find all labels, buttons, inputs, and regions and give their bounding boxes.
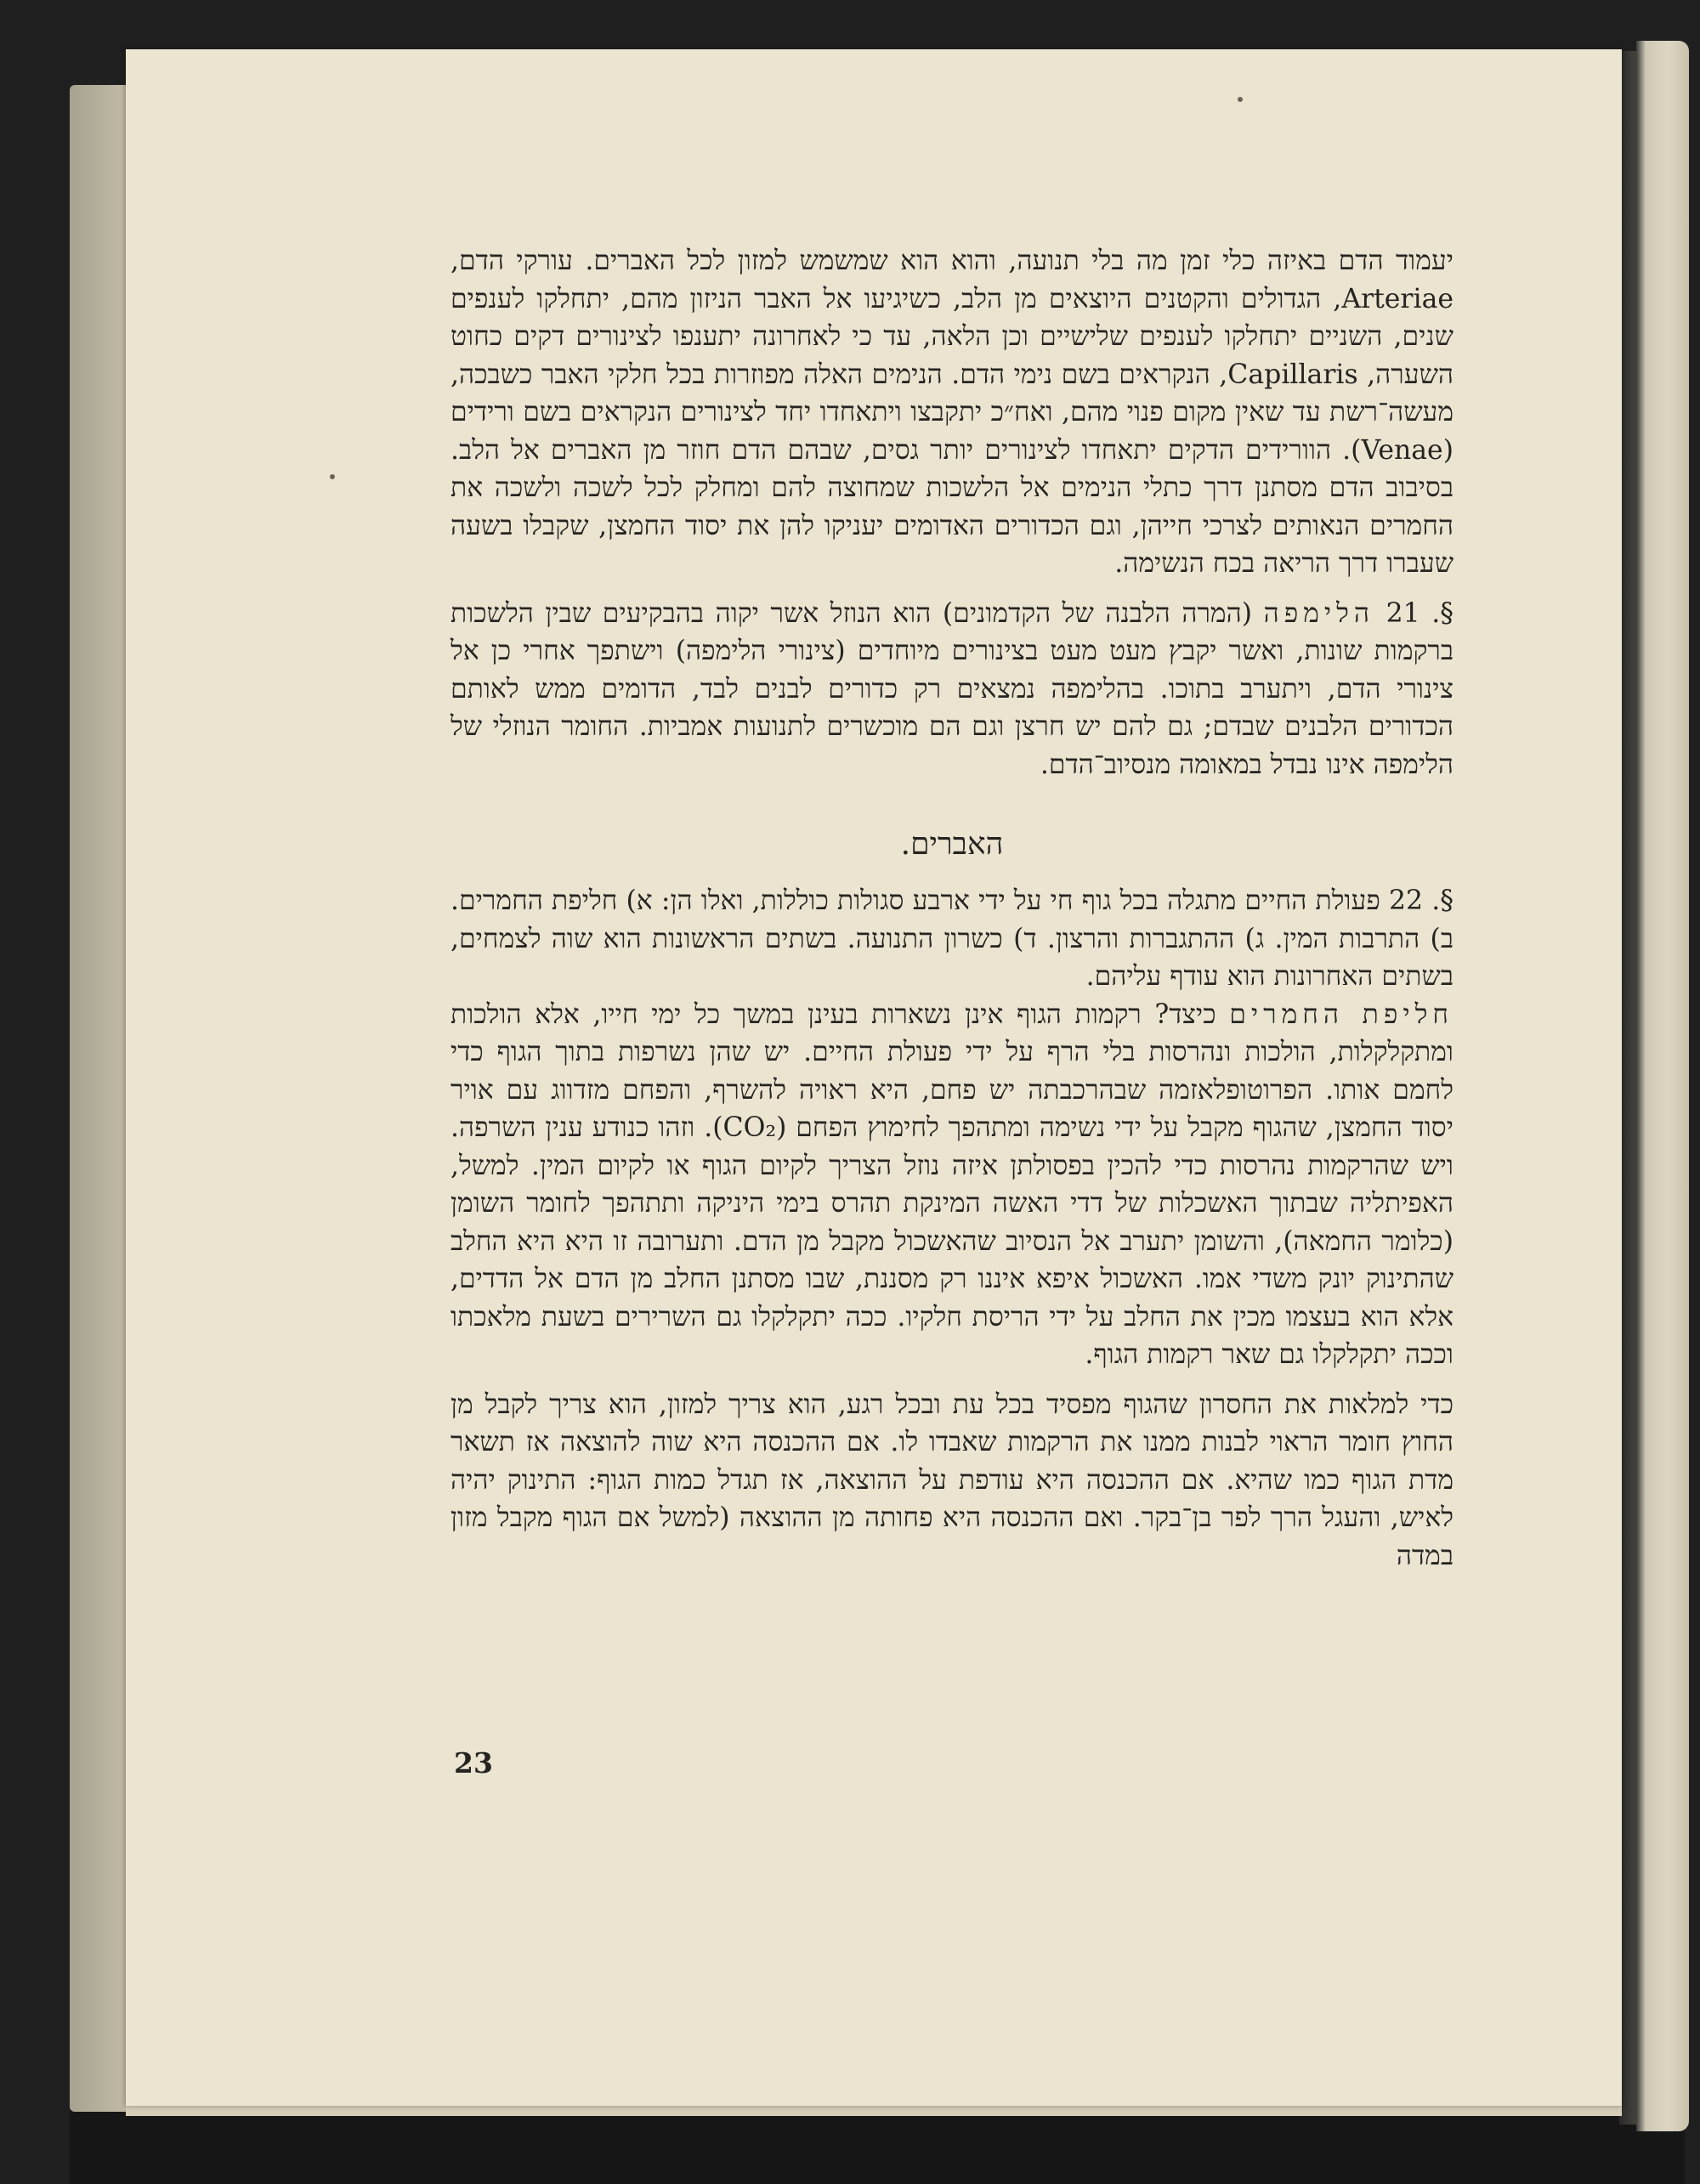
paragraph-lead-term: חליפת החמרים: [1229, 999, 1454, 1030]
page-bottom-edge: [126, 2106, 1622, 2116]
paragraph-blood-circulation: יעמוד הדם באיזה כלי זמן מה בלי תנועה, והוא הוא שמשמש למזון לכל האברים. עורקי הדם, Arteriae, הגדולים והקטנים היוצאים מן הלב, כשיגיעו אל האבר הניזון מהם, יתחלקו לענפים שנים, השניים יתחלקו לענפים שלישיים וכן הלאה, עד כי לאחרונה יתענפו לצינורים דקים כחוט השערה, Capillaris, הנקראים בשם נימי הדם. הנימים האלה מפוזרות בכל חלקי האבר כשבכה, מעשה־רשת עד שאין מקום פנוי מהם, ואח״כ יתקבצו ויתאחדו יחד לצינורים הנקראים בשם ורידים (Venae). הוורידים הדקים יתאחדו לצינורים יותר גסים, שבהם הדם חוזר מן האברים אל הלב. בסיבוב הדם מסתנן דרך כתלי הנימים אל הלשכות שמחוצה להם ומחלק לכל לשכה ולשכה את החמרים הנאותים לצרכי חייהן, וגם הכדורים האדומים יעניקו להן את יסוד החמצן, שקבלו בשעה שעברו דרך הריאה בכח הנשימה.: [450, 246, 1454, 579]
paragraph-lymph: [450, 595, 1454, 784]
section-number: §. 21: [1386, 597, 1454, 629]
paper-speck: [1238, 97, 1243, 102]
paragraph-life-functions: [450, 882, 1454, 996]
section-heading: האברים.: [900, 827, 1004, 862]
paragraph-lead-term: הלימפה: [1263, 597, 1374, 629]
paper-speck: [330, 474, 335, 479]
next-page-edge: [1636, 41, 1689, 2131]
paragraph-metabolism: [450, 996, 1454, 1374]
paragraph-body: פעולת החיים מתגלה בכל גוף חי על ידי ארבע סגולות כוללות, ואלו הן: א) חליפת החמרים. ב) התרבות המין. ג) ההתגברות והרצון. ד) כשרון התנועה. בשתים הראשונות הוא שוה לצמחים, בשתים האחרונות הוא עודף עליהם.: [450, 885, 1454, 992]
paragraph-body: כיצד? רקמות הגוף אינן נשארות בעינן במשך כל ימי חייו, אלא הולכות ומתקלקלות, הולכות ונהרסות בלי הרף על ידי פעולת החיים. יש שהן נשרפות בתוך הגוף כדי לחמם אותו. הפרוטופלאזמה שבהרכבתה יש פחם, היא ראויה להשרף, והפחם מזדווג עם אויר יסוד החמצן, שהגוף מקבל על ידי נשימה ומתהפך לחימוץ הפחם (CO₂). וזהו כנודע ענין השרפה. ויש שהרקמות נהרסות כדי להכין בפסולתן איזה נוזל הצריך לקיום הגוף או לקיום המין. למשל, האפיתליה שבתוך האשכלות של דדי האשה המינקת תהרס בימי היניקה ותתהפך לחומר השומן (כלומר החמאה), והשומן יתערב אל הנסיוב שהאשכול מקבל מן הדם. ותערובה זו היא היא החלב שהתינוק יונק משדי אמו. האשכול איפא איננו רק מסננת, שבו מסתנן החלב מן הדם אל הדדים, אלא הוא בעצמו מכין את החלב על ידי הריסת חלקיו. ככה יתקלקלו גם השרירים בשעת מלאכתו וככה יתקלקלו גם שאר רקמות הגוף.: [450, 999, 1454, 1370]
paragraph-body: (המרה הלבנה של הקדמונים) הוא הנוזל אשר יקוה בהבקיעים שבין הלשכות ברקמות שונות, ואשר יקבץ מעט מעט בצינורים מיוחדים (צינורי הלימפה) וישתפך אחרי כן אל צינורי הדם, ויתערב בתוכו. בהלימפה נמצאים רק כדורים לבנים לבד, הדומים ממש לאותם הכדורים הלבנים שבדם; גם להם יש חרצן וגם הם מוכשרים לתנועות אמביות. החומר הנוזלי של הלימפה אינו נבדל במאומה מנסיוב־הדם.: [450, 597, 1454, 780]
paragraph-nutrition: כדי למלאות את החסרון שהגוף מפסיד בכל עת ובכל רגע, הוא צריך למזון, הוא צריך לקבל מן החוץ חומר הראוי לבנות ממנו את הרקמות שאבדו לו. אם ההכנסה היא שוה להוצאה אז תשאר מדת הגוף כמו שהיא. אם ההכנסה היא עודפת על ההוצאה, אז תגדל כמות הגוף: התינוק יהיה לאיש, והעגל הרך לפר בן־בקר. ואם ההכנסה היא פחותה מן ההוצאה (למשל אם הגוף מקבל מזון במדה: [450, 1389, 1454, 1571]
page-number: 23: [454, 1746, 493, 1779]
section-number: §. 22: [1388, 885, 1454, 916]
page-text-body: [450, 242, 1454, 1575]
